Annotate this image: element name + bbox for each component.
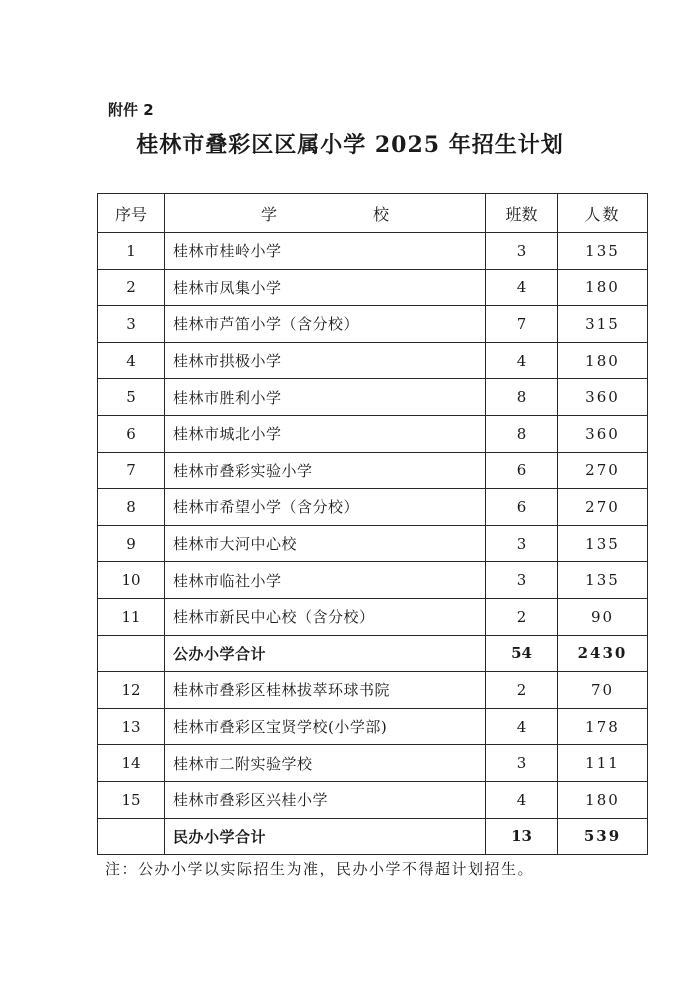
table-row <box>98 269 648 306</box>
row-classes: 2 <box>486 672 558 709</box>
row-no: 3 <box>98 306 165 343</box>
row-school: 桂林市胜利小学 <box>165 379 486 416</box>
row-no: 15 <box>98 781 165 818</box>
row-classes: 4 <box>486 269 558 306</box>
header-no: 序号 <box>98 194 165 233</box>
row-school: 桂林市新民中心校（含分校） <box>165 598 486 635</box>
row-classes: 4 <box>486 708 558 745</box>
row-people: 70 <box>558 672 648 709</box>
row-people: 178 <box>558 708 648 745</box>
row-no: 11 <box>98 598 165 635</box>
row-school: 桂林市拱极小学 <box>165 342 486 379</box>
row-no: 10 <box>98 562 165 599</box>
header-school: 学 校 <box>165 194 486 233</box>
total-label: 民办小学合计 <box>165 818 486 855</box>
table-row <box>98 745 648 782</box>
row-school: 桂林市叠彩区桂林拔萃环球书院 <box>165 672 486 709</box>
header-people: 人数 <box>558 194 648 233</box>
row-school: 桂林市城北小学 <box>165 415 486 452</box>
row-classes: 8 <box>486 379 558 416</box>
total-people: 539 <box>558 818 648 855</box>
table-row <box>98 672 648 709</box>
table-row <box>98 233 648 270</box>
total-classes: 13 <box>486 818 558 855</box>
row-no: 14 <box>98 745 165 782</box>
row-people: 315 <box>558 306 648 343</box>
footnote: 注：公办小学以实际招生为准，民办小学不得超计划招生。 <box>105 860 535 878</box>
row-classes: 4 <box>486 342 558 379</box>
row-classes: 3 <box>486 745 558 782</box>
enrollment-plan-table <box>97 193 648 855</box>
row-people: 360 <box>558 379 648 416</box>
row-people: 180 <box>558 342 648 379</box>
row-classes: 4 <box>486 781 558 818</box>
table-header-row <box>98 194 648 233</box>
row-no: 2 <box>98 269 165 306</box>
row-people: 135 <box>558 562 648 599</box>
header-classes: 班数 <box>486 194 558 233</box>
row-classes: 3 <box>486 525 558 562</box>
row-school: 桂林市桂岭小学 <box>165 233 486 270</box>
total-people: 2430 <box>558 635 648 672</box>
table-body <box>98 233 648 855</box>
row-classes: 6 <box>486 489 558 526</box>
row-school: 桂林市临社小学 <box>165 562 486 599</box>
row-no: 5 <box>98 379 165 416</box>
page-title: 桂林市叠彩区区属小学 2025 年招生计划 <box>136 132 564 158</box>
row-people: 180 <box>558 781 648 818</box>
row-school: 桂林市希望小学（含分校） <box>165 489 486 526</box>
row-people: 111 <box>558 745 648 782</box>
row-people: 135 <box>558 233 648 270</box>
table-row <box>98 342 648 379</box>
table-row <box>98 708 648 745</box>
row-classes: 8 <box>486 415 558 452</box>
row-people: 270 <box>558 452 648 489</box>
private-total-row <box>98 818 648 855</box>
row-school: 桂林市叠彩区宝贤学校(小学部) <box>165 708 486 745</box>
row-classes: 2 <box>486 598 558 635</box>
table-row <box>98 379 648 416</box>
table-row <box>98 306 648 343</box>
row-school: 桂林市大河中心校 <box>165 525 486 562</box>
row-no: 8 <box>98 489 165 526</box>
row-classes: 7 <box>486 306 558 343</box>
row-no: 1 <box>98 233 165 270</box>
total-no <box>98 635 165 672</box>
total-no <box>98 818 165 855</box>
row-school: 桂林市芦笛小学（含分校） <box>165 306 486 343</box>
row-people: 180 <box>558 269 648 306</box>
table-row <box>98 562 648 599</box>
row-no: 13 <box>98 708 165 745</box>
row-school: 桂林市凤集小学 <box>165 269 486 306</box>
table-row <box>98 525 648 562</box>
table-row <box>98 415 648 452</box>
row-classes: 3 <box>486 562 558 599</box>
row-people: 360 <box>558 415 648 452</box>
row-school: 桂林市叠彩实验小学 <box>165 452 486 489</box>
table-row <box>98 781 648 818</box>
row-no: 6 <box>98 415 165 452</box>
row-school: 桂林市叠彩区兴桂小学 <box>165 781 486 818</box>
attachment-label: 附件 2 <box>108 101 154 119</box>
row-people: 270 <box>558 489 648 526</box>
row-school: 桂林市二附实验学校 <box>165 745 486 782</box>
table-row <box>98 489 648 526</box>
row-no: 4 <box>98 342 165 379</box>
table-row <box>98 452 648 489</box>
table-row <box>98 598 648 635</box>
row-no: 12 <box>98 672 165 709</box>
row-classes: 6 <box>486 452 558 489</box>
row-no: 9 <box>98 525 165 562</box>
total-label: 公办小学合计 <box>165 635 486 672</box>
row-classes: 3 <box>486 233 558 270</box>
total-classes: 54 <box>486 635 558 672</box>
row-people: 135 <box>558 525 648 562</box>
row-people: 90 <box>558 598 648 635</box>
public-total-row <box>98 635 648 672</box>
row-no: 7 <box>98 452 165 489</box>
